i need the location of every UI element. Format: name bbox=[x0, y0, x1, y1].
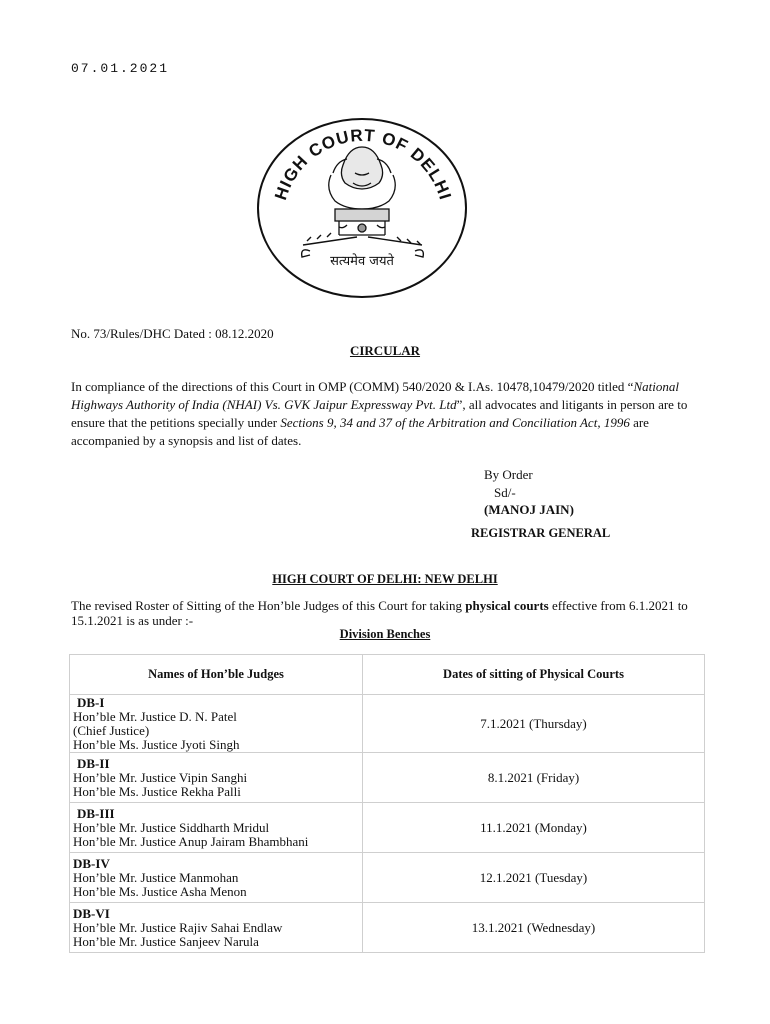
bench-judges-cell bbox=[70, 753, 363, 803]
judge-name: Hon’ble Mr. Justice Siddharth Mridul bbox=[73, 819, 270, 835]
judge-name: Hon’ble Mr. Justice Vipin Sanghi bbox=[73, 769, 248, 785]
lion-capital-icon bbox=[329, 147, 396, 235]
table-row bbox=[70, 803, 705, 853]
sitting-date: 12.1.2021 (Tuesday) bbox=[363, 853, 705, 903]
signatory-designation: REGISTRAR GENERAL bbox=[471, 526, 611, 540]
table-header-row bbox=[70, 655, 705, 695]
judge-name: Hon’ble Mr. Justice Sanjeev Narula bbox=[73, 933, 259, 949]
circular-body bbox=[71, 378, 706, 450]
col-header-judges: Names of Hon’ble Judges bbox=[70, 655, 363, 695]
intro-emphasis: physical courts bbox=[465, 598, 549, 613]
sitting-date: 13.1.2021 (Wednesday) bbox=[363, 903, 705, 953]
sitting-date: 11.1.2021 (Monday) bbox=[363, 803, 705, 853]
bench-label: DB-III bbox=[77, 805, 115, 821]
table-row bbox=[70, 695, 705, 753]
judge-name: Hon’ble Ms. Justice Rekha Palli bbox=[73, 783, 241, 799]
bench-label: DB-IV bbox=[73, 855, 110, 871]
judge-name: Hon’ble Mr. Justice Rajiv Sahai Endlaw bbox=[73, 919, 283, 935]
judge-name: Hon’ble Ms. Justice Asha Menon bbox=[73, 883, 247, 899]
bench-label: DB-VI bbox=[73, 905, 110, 921]
bench-judges-cell bbox=[70, 903, 363, 953]
body-text-3: are accompanied by a synopsis and list of dates. bbox=[71, 415, 649, 448]
bench-judges-cell bbox=[70, 853, 363, 903]
judge-name: (Chief Justice) bbox=[73, 722, 150, 738]
statute-sections: Sections 9, 34 and 37 of the Arbitration and Conciliation Act, 1996 bbox=[280, 415, 630, 430]
intro-text-1: The revised Roster of Sitting of the Hon’ble Judges of this Court for taking bbox=[71, 598, 466, 613]
sitting-date: 8.1.2021 (Friday) bbox=[363, 753, 705, 803]
seal-motto: सत्यमेव जयते bbox=[330, 254, 394, 269]
seal-ring-text: HIGH COURT OF DELHI bbox=[271, 125, 455, 203]
table-row bbox=[70, 753, 705, 803]
bench-judges-cell bbox=[70, 803, 363, 853]
circular-title: CIRCULAR bbox=[349, 343, 421, 358]
bench-label: DB-II bbox=[77, 755, 110, 771]
sitting-date: 7.1.2021 (Thursday) bbox=[363, 695, 705, 753]
signatory-name: (MANOJ JAIN) bbox=[484, 502, 574, 517]
judge-name: Hon’ble Ms. Justice Jyoti Singh bbox=[73, 736, 240, 752]
document-date: 07.01.2021 bbox=[71, 61, 170, 76]
body-text-1: In compliance of the directions of this Court in OMP (COMM) 540/2020 & I.As. 10478,10479/2020 titled “ bbox=[71, 379, 634, 394]
judge-name: Hon’ble Mr. Justice Anup Jairam Bhambhani bbox=[73, 833, 309, 849]
bench-judges-cell bbox=[70, 695, 363, 753]
judge-name: Hon’ble Mr. Justice Manmohan bbox=[73, 869, 239, 885]
division-benches-heading: Division Benches bbox=[339, 627, 431, 641]
table-row bbox=[70, 853, 705, 903]
signed-mark: Sd/- bbox=[494, 485, 516, 500]
col-header-dates: Dates of sitting of Physical Courts bbox=[363, 655, 705, 695]
by-order: By Order bbox=[484, 467, 533, 482]
case-title: National Highways Authority of India (NHAI) Vs. GVK Jaipur Expressway Pvt. Ltd bbox=[71, 379, 679, 412]
roster-table bbox=[69, 654, 705, 953]
high-court-seal bbox=[255, 113, 470, 298]
circular-reference: No. 73/Rules/DHC Dated : 08.12.2020 bbox=[71, 326, 274, 341]
roster-intro bbox=[71, 598, 711, 628]
roster-heading: HIGH COURT OF DELHI: NEW DELHI bbox=[272, 572, 498, 586]
body-text-2: ”, all advocates and litigants in person are to ensure that the petitions specially under bbox=[71, 397, 688, 430]
table-row bbox=[70, 903, 705, 953]
intro-text-2: effective from 6.1.2021 to 15.1.2021 is as under :- bbox=[71, 598, 688, 628]
bench-label: DB-I bbox=[77, 694, 105, 710]
judge-name: Hon’ble Mr. Justice D. N. Patel bbox=[73, 708, 237, 724]
